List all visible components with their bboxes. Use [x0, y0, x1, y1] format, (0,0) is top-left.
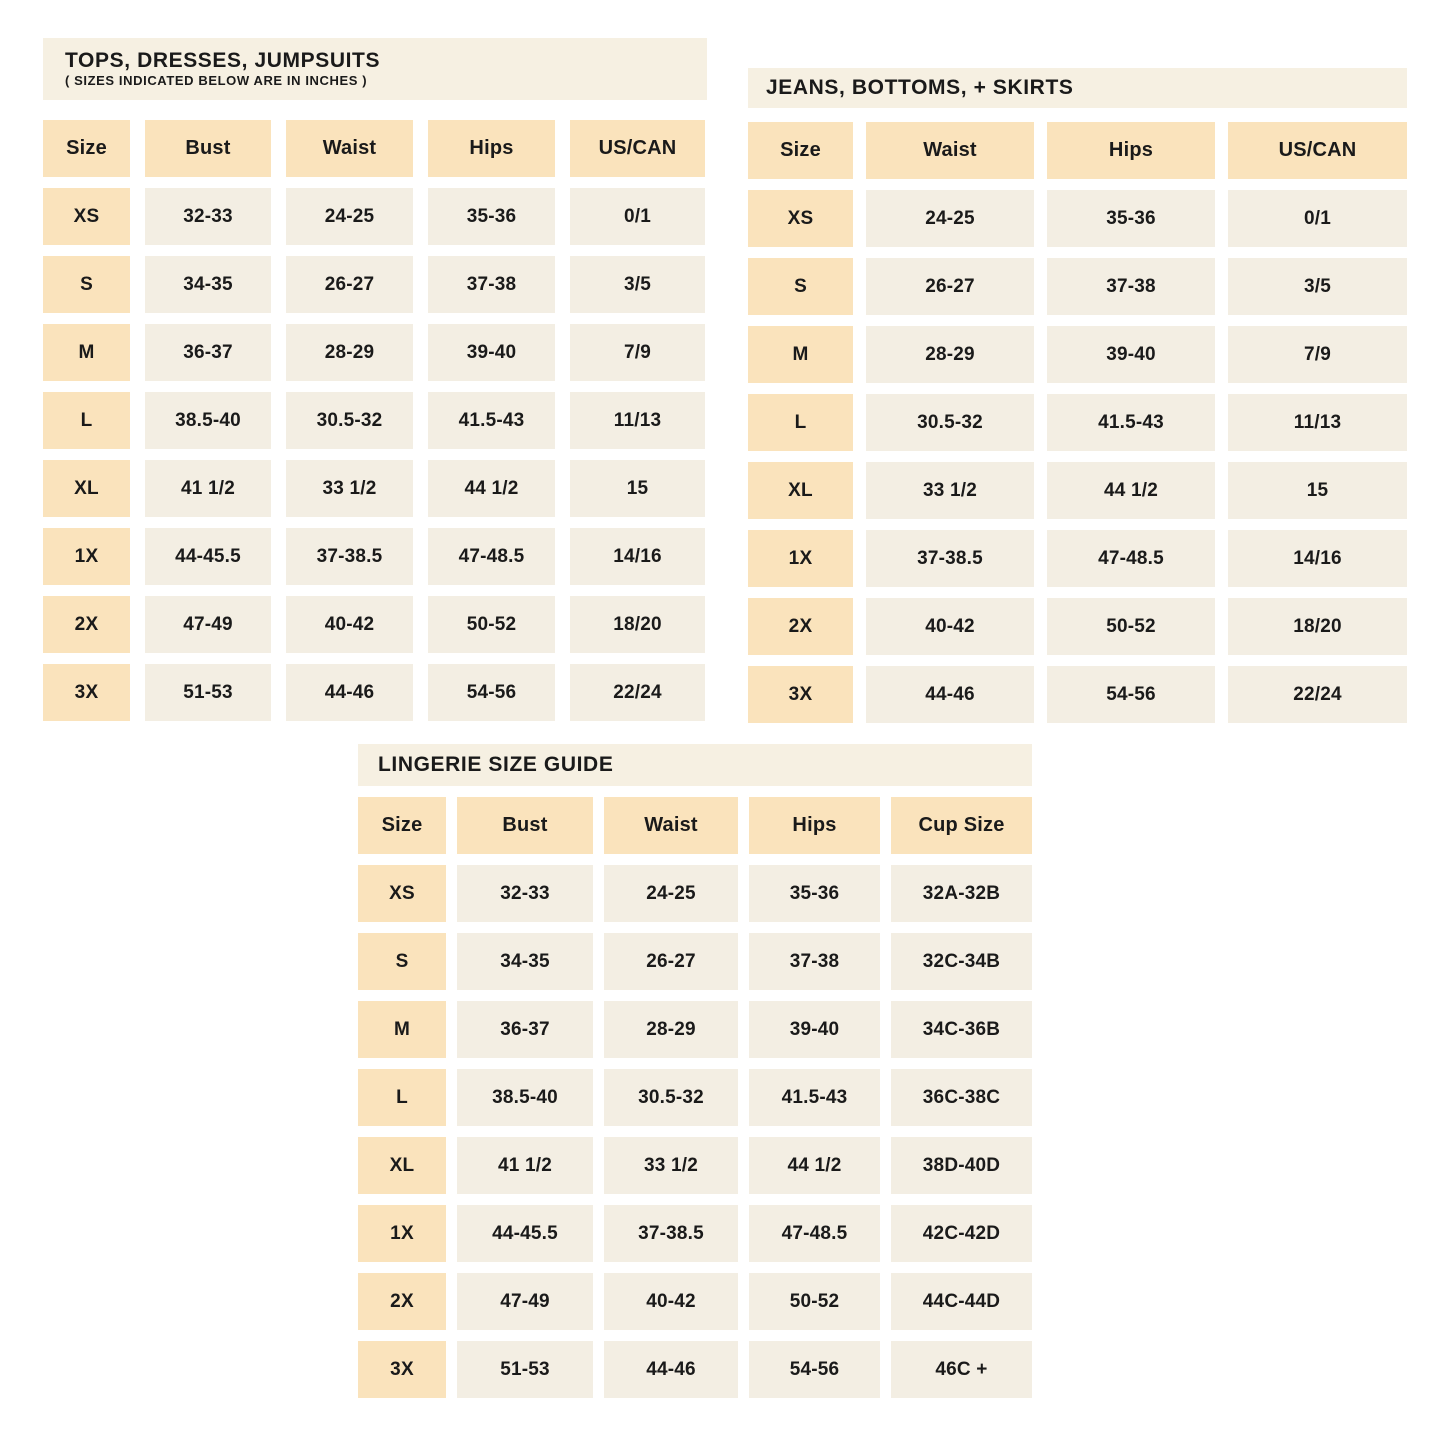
- lingerie-title-block: [358, 744, 1032, 786]
- table-cell: 41 1/2: [457, 1137, 593, 1194]
- jeans-grid: [748, 122, 1407, 723]
- table-cell: 44 1/2: [1047, 462, 1215, 519]
- column-header-hips: Hips: [1047, 122, 1215, 179]
- column-header-waist: Waist: [604, 797, 738, 854]
- table-cell: 33 1/2: [286, 460, 413, 517]
- size-label-cell: 3X: [748, 666, 853, 723]
- table-cell: 7/9: [570, 324, 705, 381]
- column-header-size: Size: [43, 120, 130, 177]
- size-label-cell: XS: [358, 865, 446, 922]
- table-cell: 51-53: [145, 664, 271, 721]
- size-label-cell: XL: [358, 1137, 446, 1194]
- table-cell: 32-33: [457, 865, 593, 922]
- table-cell: 40-42: [866, 598, 1034, 655]
- table-cell: 32-33: [145, 188, 271, 245]
- table-cell: 54-56: [1047, 666, 1215, 723]
- size-label-cell: L: [358, 1069, 446, 1126]
- jeans-title-block: [748, 68, 1407, 108]
- table-cell: 18/20: [570, 596, 705, 653]
- table-cell: 35-36: [749, 865, 880, 922]
- table-cell: 36C-38C: [891, 1069, 1032, 1126]
- table-cell: 35-36: [1047, 190, 1215, 247]
- jeans-title: JEANS, BOTTOMS, + SKIRTS: [766, 76, 1074, 100]
- table-cell: 3/5: [570, 256, 705, 313]
- table-cell: 14/16: [1228, 530, 1407, 587]
- table-cell: 44-46: [286, 664, 413, 721]
- table-cell: 47-49: [457, 1273, 593, 1330]
- column-header-us-can: US/CAN: [1228, 122, 1407, 179]
- table-cell: 50-52: [749, 1273, 880, 1330]
- table-cell: 41 1/2: [145, 460, 271, 517]
- table-cell: 38.5-40: [457, 1069, 593, 1126]
- column-header-waist: Waist: [866, 122, 1034, 179]
- table-cell: 28-29: [286, 324, 413, 381]
- table-cell: 35-36: [428, 188, 555, 245]
- lingerie-grid: [358, 797, 1032, 1398]
- table-cell: 44 1/2: [428, 460, 555, 517]
- column-header-bust: Bust: [457, 797, 593, 854]
- column-header-cup-size: Cup Size: [891, 797, 1032, 854]
- size-label-cell: XS: [748, 190, 853, 247]
- table-cell: 0/1: [1228, 190, 1407, 247]
- table-cell: 39-40: [1047, 326, 1215, 383]
- table-cell: 33 1/2: [604, 1137, 738, 1194]
- size-label-cell: 3X: [43, 664, 130, 721]
- size-label-cell: M: [43, 324, 130, 381]
- table-cell: 41.5-43: [749, 1069, 880, 1126]
- table-cell: 36-37: [145, 324, 271, 381]
- size-label-cell: L: [43, 392, 130, 449]
- table-cell: 7/9: [1228, 326, 1407, 383]
- table-cell: 42C-42D: [891, 1205, 1032, 1262]
- size-label-cell: XL: [43, 460, 130, 517]
- table-cell: 38.5-40: [145, 392, 271, 449]
- size-label-cell: S: [358, 933, 446, 990]
- table-cell: 44-46: [604, 1341, 738, 1398]
- table-cell: 33 1/2: [866, 462, 1034, 519]
- table-cell: 26-27: [866, 258, 1034, 315]
- size-label-cell: S: [43, 256, 130, 313]
- table-cell: 41.5-43: [1047, 394, 1215, 451]
- column-header-waist: Waist: [286, 120, 413, 177]
- column-header-hips: Hips: [749, 797, 880, 854]
- table-cell: 47-48.5: [1047, 530, 1215, 587]
- table-cell: 44C-44D: [891, 1273, 1032, 1330]
- table-cell: 34-35: [457, 933, 593, 990]
- table-cell: 30.5-32: [286, 392, 413, 449]
- column-header-size: Size: [748, 122, 853, 179]
- table-cell: 18/20: [1228, 598, 1407, 655]
- size-label-cell: 3X: [358, 1341, 446, 1398]
- table-cell: 46C +: [891, 1341, 1032, 1398]
- table-cell: 37-38: [1047, 258, 1215, 315]
- table-cell: 28-29: [604, 1001, 738, 1058]
- size-label-cell: 1X: [748, 530, 853, 587]
- table-cell: 30.5-32: [604, 1069, 738, 1126]
- size-label-cell: 1X: [43, 528, 130, 585]
- table-cell: 26-27: [604, 933, 738, 990]
- table-cell: 26-27: [286, 256, 413, 313]
- size-label-cell: XL: [748, 462, 853, 519]
- table-cell: 44-45.5: [457, 1205, 593, 1262]
- table-cell: 15: [1228, 462, 1407, 519]
- table-cell: 28-29: [866, 326, 1034, 383]
- table-cell: 44-46: [866, 666, 1034, 723]
- table-cell: 44 1/2: [749, 1137, 880, 1194]
- size-label-cell: M: [358, 1001, 446, 1058]
- lingerie-size-guide-table: [358, 744, 1032, 1398]
- table-cell: 44-45.5: [145, 528, 271, 585]
- table-cell: 50-52: [428, 596, 555, 653]
- tops-dresses-jumpsuits-table: [43, 38, 707, 721]
- table-cell: 30.5-32: [866, 394, 1034, 451]
- table-cell: 39-40: [749, 1001, 880, 1058]
- table-cell: 38D-40D: [891, 1137, 1032, 1194]
- table-cell: 40-42: [286, 596, 413, 653]
- table-cell: 54-56: [749, 1341, 880, 1398]
- table-cell: 14/16: [570, 528, 705, 585]
- table-cell: 34-35: [145, 256, 271, 313]
- column-header-hips: Hips: [428, 120, 555, 177]
- table-cell: 24-25: [866, 190, 1034, 247]
- table-cell: 22/24: [570, 664, 705, 721]
- column-header-bust: Bust: [145, 120, 271, 177]
- table-cell: 50-52: [1047, 598, 1215, 655]
- table-cell: 37-38.5: [286, 528, 413, 585]
- table-cell: 39-40: [428, 324, 555, 381]
- column-header-us-can: US/CAN: [570, 120, 705, 177]
- table-cell: 22/24: [1228, 666, 1407, 723]
- table-cell: 15: [570, 460, 705, 517]
- tops-title-block: [43, 38, 707, 100]
- table-cell: 40-42: [604, 1273, 738, 1330]
- size-label-cell: 2X: [748, 598, 853, 655]
- table-cell: 11/13: [1228, 394, 1407, 451]
- table-cell: 37-38.5: [866, 530, 1034, 587]
- column-header-size: Size: [358, 797, 446, 854]
- size-label-cell: S: [748, 258, 853, 315]
- table-cell: 3/5: [1228, 258, 1407, 315]
- size-label-cell: 2X: [358, 1273, 446, 1330]
- table-cell: 37-38: [749, 933, 880, 990]
- jeans-bottoms-skirts-table: [748, 68, 1407, 723]
- table-cell: 24-25: [604, 865, 738, 922]
- table-cell: 37-38: [428, 256, 555, 313]
- tops-title: TOPS, DRESSES, JUMPSUITS: [65, 48, 381, 72]
- size-label-cell: L: [748, 394, 853, 451]
- table-cell: 47-48.5: [428, 528, 555, 585]
- table-cell: 32A-32B: [891, 865, 1032, 922]
- table-cell: 47-48.5: [749, 1205, 880, 1262]
- table-cell: 32C-34B: [891, 933, 1032, 990]
- table-cell: 54-56: [428, 664, 555, 721]
- tops-grid: [43, 120, 707, 721]
- table-cell: 34C-36B: [891, 1001, 1032, 1058]
- table-cell: 36-37: [457, 1001, 593, 1058]
- lingerie-title: LINGERIE SIZE GUIDE: [378, 753, 614, 777]
- size-label-cell: 1X: [358, 1205, 446, 1262]
- table-cell: 47-49: [145, 596, 271, 653]
- table-cell: 37-38.5: [604, 1205, 738, 1262]
- table-cell: 24-25: [286, 188, 413, 245]
- table-cell: 11/13: [570, 392, 705, 449]
- table-cell: 0/1: [570, 188, 705, 245]
- tops-subtitle: ( SIZES INDICATED BELOW ARE IN INCHES ): [65, 73, 368, 89]
- table-cell: 41.5-43: [428, 392, 555, 449]
- size-label-cell: M: [748, 326, 853, 383]
- size-label-cell: XS: [43, 188, 130, 245]
- size-label-cell: 2X: [43, 596, 130, 653]
- table-cell: 51-53: [457, 1341, 593, 1398]
